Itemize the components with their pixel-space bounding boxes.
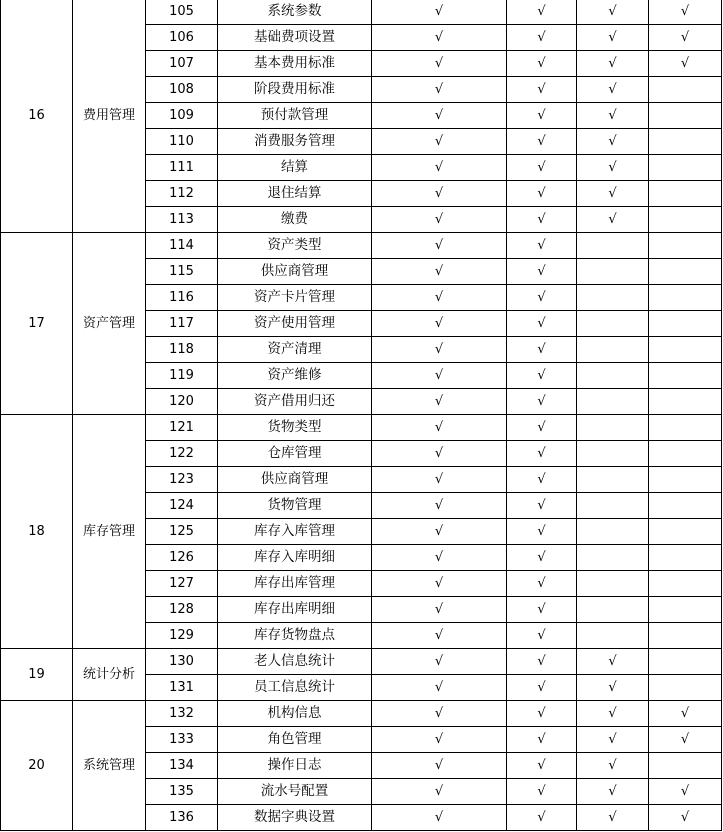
feature-name-cell: 流水号配置 xyxy=(218,779,372,805)
feature-id-cell: 121 xyxy=(146,415,218,441)
check-mark: √ xyxy=(608,732,617,747)
feature-id-cell: 110 xyxy=(146,129,218,155)
check-cell-1 xyxy=(372,701,507,727)
check-mark: √ xyxy=(537,368,546,383)
feature-id-cell: 116 xyxy=(146,285,218,311)
feature-name-cell: 角色管理 xyxy=(218,727,372,753)
check-mark: √ xyxy=(537,186,546,201)
feature-name-cell: 资产清理 xyxy=(218,337,372,363)
check-mark: √ xyxy=(537,134,546,149)
check-cell-4 xyxy=(649,727,722,753)
check-cell-2 xyxy=(507,0,577,25)
check-mark: √ xyxy=(434,368,444,383)
check-mark: √ xyxy=(434,810,444,825)
check-mark: √ xyxy=(537,472,546,487)
check-cell-4 xyxy=(649,155,722,181)
check-cell-3 xyxy=(577,259,649,285)
check-cell-2 xyxy=(507,285,577,311)
check-mark: √ xyxy=(537,706,546,721)
feature-name-cell: 库存出库明细 xyxy=(218,597,372,623)
check-cell-4 xyxy=(649,389,722,415)
check-cell-1 xyxy=(372,259,507,285)
check-cell-2 xyxy=(507,363,577,389)
check-cell-2 xyxy=(507,415,577,441)
group-number-cell: 20 xyxy=(1,701,73,831)
feature-id-cell: 128 xyxy=(146,597,218,623)
check-cell-1 xyxy=(372,337,507,363)
check-cell-4 xyxy=(649,51,722,77)
check-mark: √ xyxy=(537,342,546,357)
check-cell-4 xyxy=(649,779,722,805)
check-cell-2 xyxy=(507,779,577,805)
feature-name-cell: 阶段费用标准 xyxy=(218,77,372,103)
feature-name-cell: 预付款管理 xyxy=(218,103,372,129)
feature-name-cell: 资产维修 xyxy=(218,363,372,389)
check-cell-2 xyxy=(507,571,577,597)
check-cell-2 xyxy=(507,467,577,493)
check-mark: √ xyxy=(680,784,690,799)
feature-name-cell: 员工信息统计 xyxy=(218,675,372,701)
check-mark: √ xyxy=(680,810,690,825)
check-cell-3 xyxy=(577,727,649,753)
check-cell-4 xyxy=(649,493,722,519)
check-mark: √ xyxy=(434,524,444,539)
check-mark: √ xyxy=(434,238,444,253)
check-cell-3 xyxy=(577,753,649,779)
feature-name-cell: 仓库管理 xyxy=(218,441,372,467)
feature-id-cell: 124 xyxy=(146,493,218,519)
feature-name-cell: 基本费用标准 xyxy=(218,51,372,77)
check-cell-4 xyxy=(649,207,722,233)
check-cell-2 xyxy=(507,675,577,701)
table-row xyxy=(1,233,722,259)
check-mark: √ xyxy=(434,290,444,305)
feature-name-cell: 结算 xyxy=(218,155,372,181)
check-mark: √ xyxy=(434,446,444,461)
check-mark: √ xyxy=(434,680,444,695)
check-cell-2 xyxy=(507,493,577,519)
check-mark: √ xyxy=(434,4,444,19)
check-cell-1 xyxy=(372,467,507,493)
table-row xyxy=(1,0,722,25)
check-cell-2 xyxy=(507,25,577,51)
feature-name-cell: 老人信息统计 xyxy=(218,649,372,675)
check-mark: √ xyxy=(537,238,546,253)
check-mark: √ xyxy=(537,602,546,617)
feature-id-cell: 113 xyxy=(146,207,218,233)
module-name-cell: 系统管理 xyxy=(73,701,146,831)
check-cell-3 xyxy=(577,623,649,649)
check-mark: √ xyxy=(537,784,546,799)
feature-id-cell: 114 xyxy=(146,233,218,259)
check-cell-4 xyxy=(649,675,722,701)
check-mark: √ xyxy=(537,82,546,97)
check-mark: √ xyxy=(434,134,444,149)
check-cell-1 xyxy=(372,311,507,337)
check-mark: √ xyxy=(608,134,617,149)
check-cell-1 xyxy=(372,181,507,207)
check-cell-2 xyxy=(507,155,577,181)
module-name-cell: 库存管理 xyxy=(73,415,146,649)
check-mark: √ xyxy=(434,212,444,227)
check-cell-2 xyxy=(507,727,577,753)
feature-id-cell: 133 xyxy=(146,727,218,753)
check-mark: √ xyxy=(537,758,546,773)
check-cell-1 xyxy=(372,389,507,415)
check-mark: √ xyxy=(537,446,546,461)
check-cell-3 xyxy=(577,207,649,233)
feature-id-cell: 119 xyxy=(146,363,218,389)
feature-name-cell: 库存货物盘点 xyxy=(218,623,372,649)
check-cell-2 xyxy=(507,233,577,259)
check-cell-2 xyxy=(507,597,577,623)
check-cell-2 xyxy=(507,129,577,155)
feature-id-cell: 107 xyxy=(146,51,218,77)
group-number-cell: 17 xyxy=(1,233,73,415)
feature-name-cell: 货物类型 xyxy=(218,415,372,441)
check-cell-4 xyxy=(649,597,722,623)
check-cell-4 xyxy=(649,77,722,103)
check-cell-4 xyxy=(649,545,722,571)
check-cell-3 xyxy=(577,311,649,337)
check-mark: √ xyxy=(434,758,444,773)
check-cell-2 xyxy=(507,389,577,415)
feature-name-cell: 资产借用归还 xyxy=(218,389,372,415)
check-cell-4 xyxy=(649,311,722,337)
feature-id-cell: 125 xyxy=(146,519,218,545)
check-mark: √ xyxy=(537,654,546,669)
feature-id-cell: 123 xyxy=(146,467,218,493)
check-cell-3 xyxy=(577,103,649,129)
check-cell-1 xyxy=(372,779,507,805)
check-cell-3 xyxy=(577,675,649,701)
feature-id-cell: 132 xyxy=(146,701,218,727)
check-cell-2 xyxy=(507,51,577,77)
check-mark: √ xyxy=(608,706,617,721)
group-number-cell: 18 xyxy=(1,415,73,649)
feature-name-cell: 消费服务管理 xyxy=(218,129,372,155)
check-mark: √ xyxy=(434,628,444,643)
check-cell-1 xyxy=(372,805,507,831)
feature-name-cell: 资产类型 xyxy=(218,233,372,259)
check-mark: √ xyxy=(434,706,444,721)
check-mark: √ xyxy=(608,758,617,773)
check-cell-2 xyxy=(507,207,577,233)
table-row xyxy=(1,701,722,727)
check-cell-3 xyxy=(577,545,649,571)
check-cell-1 xyxy=(372,285,507,311)
check-cell-1 xyxy=(372,545,507,571)
feature-id-cell: 135 xyxy=(146,779,218,805)
feature-name-cell: 操作日志 xyxy=(218,753,372,779)
check-mark: √ xyxy=(537,498,546,513)
check-cell-3 xyxy=(577,597,649,623)
check-mark: √ xyxy=(537,30,546,45)
module-name-cell: 费用管理 xyxy=(73,0,146,233)
check-mark: √ xyxy=(608,108,617,123)
group-number-cell: 16 xyxy=(1,0,73,233)
check-mark: √ xyxy=(608,680,617,695)
feature-id-cell: 115 xyxy=(146,259,218,285)
check-cell-3 xyxy=(577,337,649,363)
check-mark: √ xyxy=(434,576,444,591)
check-mark: √ xyxy=(537,4,546,19)
check-mark: √ xyxy=(434,342,444,357)
check-cell-1 xyxy=(372,25,507,51)
check-cell-3 xyxy=(577,389,649,415)
check-cell-2 xyxy=(507,805,577,831)
feature-name-cell: 缴费 xyxy=(218,207,372,233)
feature-name-cell: 库存入库明细 xyxy=(218,545,372,571)
check-cell-1 xyxy=(372,0,507,25)
check-cell-4 xyxy=(649,441,722,467)
check-cell-3 xyxy=(577,493,649,519)
check-cell-3 xyxy=(577,129,649,155)
check-mark: √ xyxy=(537,420,546,435)
check-mark: √ xyxy=(537,550,546,565)
feature-id-cell: 122 xyxy=(146,441,218,467)
check-mark: √ xyxy=(434,498,444,513)
feature-id-cell: 117 xyxy=(146,311,218,337)
check-cell-2 xyxy=(507,649,577,675)
check-cell-3 xyxy=(577,155,649,181)
check-cell-3 xyxy=(577,571,649,597)
check-cell-2 xyxy=(507,545,577,571)
check-cell-4 xyxy=(649,467,722,493)
check-mark: √ xyxy=(608,160,617,175)
check-mark: √ xyxy=(680,30,690,45)
feature-id-cell: 129 xyxy=(146,623,218,649)
check-cell-1 xyxy=(372,51,507,77)
feature-name-cell: 供应商管理 xyxy=(218,259,372,285)
check-cell-2 xyxy=(507,701,577,727)
table-body xyxy=(1,0,722,831)
feature-id-cell: 109 xyxy=(146,103,218,129)
check-mark: √ xyxy=(608,30,617,45)
check-cell-1 xyxy=(372,363,507,389)
check-cell-4 xyxy=(649,285,722,311)
feature-id-cell: 120 xyxy=(146,389,218,415)
check-mark: √ xyxy=(537,680,546,695)
check-cell-2 xyxy=(507,103,577,129)
check-cell-3 xyxy=(577,51,649,77)
check-mark: √ xyxy=(608,654,617,669)
check-mark: √ xyxy=(537,56,546,71)
feature-id-cell: 118 xyxy=(146,337,218,363)
check-cell-3 xyxy=(577,805,649,831)
feature-id-cell: 134 xyxy=(146,753,218,779)
feature-name-cell: 退住结算 xyxy=(218,181,372,207)
check-mark: √ xyxy=(434,784,444,799)
check-cell-4 xyxy=(649,129,722,155)
feature-name-cell: 库存出库管理 xyxy=(218,571,372,597)
feature-id-cell: 136 xyxy=(146,805,218,831)
feature-id-cell: 111 xyxy=(146,155,218,181)
module-name-cell: 统计分析 xyxy=(73,649,146,701)
check-mark: √ xyxy=(608,4,617,19)
check-mark: √ xyxy=(608,212,617,227)
feature-name-cell: 货物管理 xyxy=(218,493,372,519)
check-cell-3 xyxy=(577,363,649,389)
check-cell-3 xyxy=(577,181,649,207)
check-mark: √ xyxy=(434,56,444,71)
check-cell-3 xyxy=(577,25,649,51)
check-cell-4 xyxy=(649,103,722,129)
check-cell-4 xyxy=(649,805,722,831)
check-mark: √ xyxy=(537,732,546,747)
check-cell-3 xyxy=(577,779,649,805)
check-cell-2 xyxy=(507,337,577,363)
check-cell-1 xyxy=(372,493,507,519)
check-cell-1 xyxy=(372,649,507,675)
check-cell-4 xyxy=(649,649,722,675)
check-cell-4 xyxy=(649,363,722,389)
check-cell-1 xyxy=(372,155,507,181)
check-mark: √ xyxy=(434,264,444,279)
check-cell-1 xyxy=(372,597,507,623)
check-cell-4 xyxy=(649,519,722,545)
check-cell-4 xyxy=(649,181,722,207)
feature-id-cell: 105 xyxy=(146,0,218,25)
check-mark: √ xyxy=(537,108,546,123)
feature-id-cell: 130 xyxy=(146,649,218,675)
check-cell-1 xyxy=(372,623,507,649)
check-mark: √ xyxy=(680,732,690,747)
check-cell-1 xyxy=(372,103,507,129)
check-mark: √ xyxy=(537,264,546,279)
feature-name-cell: 供应商管理 xyxy=(218,467,372,493)
check-cell-3 xyxy=(577,77,649,103)
check-cell-2 xyxy=(507,623,577,649)
check-cell-3 xyxy=(577,467,649,493)
check-cell-4 xyxy=(649,753,722,779)
check-mark: √ xyxy=(537,524,546,539)
check-mark: √ xyxy=(608,810,617,825)
feature-name-cell: 基础费项设置 xyxy=(218,25,372,51)
check-cell-3 xyxy=(577,701,649,727)
check-cell-1 xyxy=(372,571,507,597)
feature-id-cell: 108 xyxy=(146,77,218,103)
check-mark: √ xyxy=(537,810,546,825)
check-mark: √ xyxy=(680,56,690,71)
group-number-cell: 19 xyxy=(1,649,73,701)
check-cell-2 xyxy=(507,259,577,285)
check-cell-1 xyxy=(372,441,507,467)
check-cell-3 xyxy=(577,649,649,675)
check-mark: √ xyxy=(537,576,546,591)
check-mark: √ xyxy=(680,706,690,721)
check-mark: √ xyxy=(537,290,546,305)
feature-id-cell: 106 xyxy=(146,25,218,51)
check-cell-2 xyxy=(507,519,577,545)
check-cell-3 xyxy=(577,519,649,545)
check-mark: √ xyxy=(537,628,546,643)
check-mark: √ xyxy=(608,186,617,201)
check-mark: √ xyxy=(434,160,444,175)
check-cell-1 xyxy=(372,675,507,701)
check-cell-2 xyxy=(507,441,577,467)
check-cell-1 xyxy=(372,233,507,259)
check-cell-3 xyxy=(577,285,649,311)
check-mark: √ xyxy=(434,394,444,409)
check-mark: √ xyxy=(434,420,444,435)
check-cell-1 xyxy=(372,519,507,545)
check-cell-2 xyxy=(507,77,577,103)
check-cell-4 xyxy=(649,259,722,285)
check-mark: √ xyxy=(434,30,444,45)
check-mark: √ xyxy=(608,82,617,97)
check-mark: √ xyxy=(434,316,444,331)
feature-name-cell: 机构信息 xyxy=(218,701,372,727)
check-cell-4 xyxy=(649,25,722,51)
check-cell-3 xyxy=(577,441,649,467)
check-cell-1 xyxy=(372,129,507,155)
check-cell-3 xyxy=(577,0,649,25)
check-cell-1 xyxy=(372,415,507,441)
feature-id-cell: 127 xyxy=(146,571,218,597)
check-mark: √ xyxy=(434,602,444,617)
check-mark: √ xyxy=(537,160,546,175)
check-mark: √ xyxy=(537,394,546,409)
feature-id-cell: 131 xyxy=(146,675,218,701)
check-cell-4 xyxy=(649,415,722,441)
feature-name-cell: 资产使用管理 xyxy=(218,311,372,337)
check-cell-4 xyxy=(649,701,722,727)
feature-name-cell: 数据字典设置 xyxy=(218,805,372,831)
check-mark: √ xyxy=(434,108,444,123)
check-cell-4 xyxy=(649,623,722,649)
table-row xyxy=(1,415,722,441)
module-name-cell: 资产管理 xyxy=(73,233,146,415)
check-mark: √ xyxy=(434,82,444,97)
check-cell-2 xyxy=(507,181,577,207)
check-mark: √ xyxy=(608,784,617,799)
table-row xyxy=(1,649,722,675)
check-cell-4 xyxy=(649,571,722,597)
feature-name-cell: 资产卡片管理 xyxy=(218,285,372,311)
check-mark: √ xyxy=(680,4,690,19)
check-mark: √ xyxy=(434,550,444,565)
check-cell-4 xyxy=(649,233,722,259)
check-cell-1 xyxy=(372,77,507,103)
feature-id-cell: 126 xyxy=(146,545,218,571)
feature-id-cell: 112 xyxy=(146,181,218,207)
check-cell-3 xyxy=(577,233,649,259)
check-cell-2 xyxy=(507,311,577,337)
check-mark: √ xyxy=(434,654,444,669)
feature-name-cell: 库存入库管理 xyxy=(218,519,372,545)
check-cell-3 xyxy=(577,415,649,441)
check-cell-1 xyxy=(372,753,507,779)
check-mark: √ xyxy=(434,732,444,747)
check-cell-2 xyxy=(507,753,577,779)
check-mark: √ xyxy=(434,472,444,487)
check-cell-4 xyxy=(649,337,722,363)
feature-name-cell: 系统参数 xyxy=(218,0,372,25)
check-cell-4 xyxy=(649,0,722,25)
check-mark: √ xyxy=(537,212,546,227)
check-cell-1 xyxy=(372,207,507,233)
check-mark: √ xyxy=(608,56,617,71)
check-mark: √ xyxy=(537,316,546,331)
check-cell-1 xyxy=(372,727,507,753)
check-mark: √ xyxy=(434,186,444,201)
